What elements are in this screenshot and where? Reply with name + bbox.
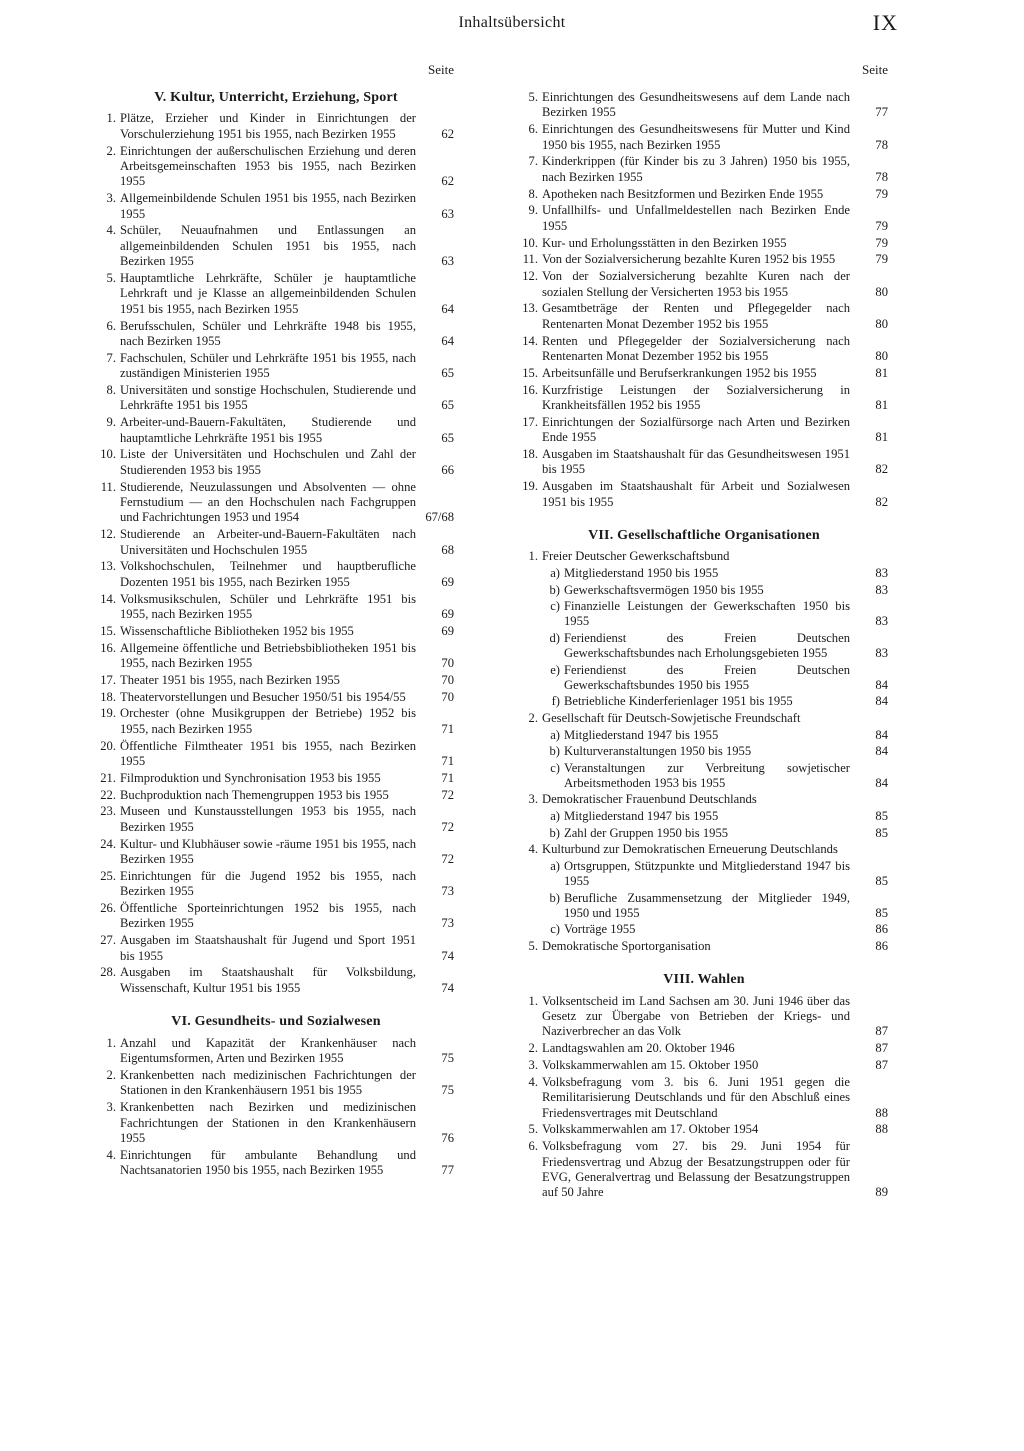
toc-entry[interactable] [520,792,888,807]
toc-subentry[interactable] [520,761,888,792]
page-number: IX [872,10,898,35]
entry-number: 28. [100,965,116,980]
entry-number: 17. [522,414,538,429]
subentry-page: 85 [875,874,888,889]
entry-number: 10. [100,447,116,462]
toc-entry[interactable] [520,1075,888,1121]
toc-entry[interactable] [98,1036,454,1067]
toc-entry[interactable] [98,771,454,786]
entry-number: 15. [100,623,116,638]
toc-entry[interactable] [98,837,454,868]
entry-title: Einrichtungen des Gesundheitswesens auf dem Lande nach Bezirken 1955 [542,90,850,120]
entry-page: 73 [441,884,454,899]
toc-subentry[interactable] [520,891,888,922]
entry-number: 2. [528,710,538,725]
entry-number: 7. [528,154,538,169]
entry-page: 82 [875,462,888,477]
toc-entry[interactable] [520,187,888,202]
entry-page: 79 [875,218,888,233]
entry-number: 26. [100,901,116,916]
entry-title: Einrichtungen des Gesundheitswesens für Mutter und Kind 1950 bis 1955, nach Bezirken 1955 [542,122,850,152]
entry-page: 70 [441,672,454,687]
toc-entry[interactable] [520,1041,888,1056]
toc-entry[interactable] [98,447,454,478]
subentry-label: a) [550,727,560,742]
toc-entry[interactable] [520,203,888,234]
subentry-title: Finanzielle Leistungen der Gewerkschaften 1950 bis 1955 [564,599,850,629]
entry-page: 72 [441,787,454,802]
entry-page: 75 [441,1083,454,1098]
toc-entry[interactable] [98,1148,454,1179]
entry-page: 74 [441,980,454,995]
entry-page: 77 [875,105,888,120]
entry-title: Kultur- und Klubhäuser sowie -räume 1951 bis 1955, nach Bezirken 1955 [120,836,416,867]
entry-title: Apotheken nach Besitzformen und Bezirken Ende 1955 [542,186,824,201]
toc-entry[interactable] [520,122,888,153]
entry-number: 1. [528,549,538,564]
seite-label: Seite [862,62,888,77]
entry-title: Renten und Pflegegelder der Sozialversicherung nach Rentenarten Monat Dezember 1952 bis 1955 [542,333,850,364]
entry-number: 1. [106,1035,116,1050]
entry-page: 80 [875,316,888,331]
section-title: VI. Gesundheits- und Sozialwesen [171,1014,381,1030]
subentry-title: Betriebliche Kinderferienlager 1951 bis 1955 [564,694,793,709]
entry-page: 89 [875,1185,888,1200]
toc-entry[interactable] [98,804,454,835]
entry-page: 71 [441,721,454,736]
entry-title: Wissenschaftliche Bibliotheken 1952 bis 1955 [120,623,354,638]
toc-entry[interactable] [98,706,454,737]
toc-entry[interactable] [98,1100,454,1146]
entry-page: 79 [875,235,888,250]
entry-title: Unfallhilfs- und Unfallmeldestellen nach Bezirken Ende 1955 [542,203,850,233]
entry-title: Kinderkrippen (für Kinder bis zu 3 Jahren) 1950 bis 1955, nach Bezirken 1955 [542,154,850,184]
subentry-page: 85 [875,809,888,824]
left-column [98,62,454,1180]
entry-page: 79 [875,186,888,201]
subentry-label: a) [550,566,560,581]
entry-number: 2. [106,143,116,158]
entry-title: Ausgaben im Staatshaushalt für Volksbildung, Wissenschaft, Kultur 1951 bis 1955 [120,965,416,995]
subentry-label: b) [549,744,560,759]
entry-page: 78 [875,169,888,184]
entry-title: Volkskammerwahlen am 17. Oktober 1954 [542,1122,759,1137]
toc-entry[interactable] [520,252,888,267]
subentry-title: Feriendienst des Freien Deutschen Gewerkschaftsbundes 1950 bis 1955 [564,662,850,693]
entry-number: 22. [100,787,116,802]
entry-title: Volksbefragung vom 27. bis 29. Juni 1954 für Friedensvertrag und Abzug der Besatzungstruppen oder für EVG, Generalvertrag und Belassung der Besatzungstruppen auf 50 Jahre [542,1139,850,1200]
entry-page: 72 [441,852,454,867]
entry-number: 6. [528,122,538,137]
entry-number: 5. [528,938,538,953]
entry-number: 19. [100,706,116,721]
subentry-page: 83 [875,646,888,661]
entry-number: 3. [106,1100,116,1115]
toc-entry[interactable] [98,271,454,317]
entry-page: 71 [441,754,454,769]
subentry-label: c) [550,760,560,775]
toc-entry[interactable] [98,559,454,590]
entry-page: 87 [875,1041,888,1056]
entry-page: 68 [441,542,454,557]
entry-page: 87 [875,1024,888,1039]
entry-number: 23. [100,804,116,819]
entry-page: 87 [875,1057,888,1072]
entry-title: Landtagswahlen am 20. Oktober 1946 [542,1041,735,1056]
entry-title: Hauptamtliche Lehrkräfte, Schüler je hauptamtliche Lehrkraft und je Klasse an allgemeinbildenden Schulen 1951 bis 1955, nach Bezirken 1955 [120,271,416,316]
entry-title: Orchester (ohne Musikgruppen der Betriebe) 1952 bis 1955, nach Bezirken 1955 [120,706,416,736]
toc-entry[interactable] [98,690,454,705]
entry-number: 21. [100,770,116,785]
entry-title: Liste der Universitäten und Hochschulen und Zahl der Studierenden 1953 bis 1955 [120,447,416,477]
toc-entry[interactable] [520,415,888,446]
subentry-title: Gewerkschaftsvermögen 1950 bis 1955 [564,582,764,597]
entry-title: Plätze, Erzieher und Kinder in Einrichtungen der Vorschulerziehung 1951 bis 1955, nach Bezirken 1955 [120,111,416,141]
section-title: VIII. Wahlen [663,972,745,988]
toc-entry[interactable] [98,788,454,803]
entry-page: 65 [441,398,454,413]
entry-title: Volksbefragung vom 3. bis 6. Juni 1951 gegen die Remilitarisierung Deutschlands und für den Abschluß eines Friedensvertrages mit Deutschland [542,1074,850,1120]
entry-number: 5. [106,271,116,286]
entry-page: 72 [441,819,454,834]
entry-title: Volksentscheid im Land Sachsen am 30. Juni 1946 über das Gesetz zur Übergabe von Betrieben der Kriegs- und Naziverbrecher an das Volk [542,993,850,1039]
entry-number: 4. [106,223,116,238]
entry-title: Einrichtungen der außerschulischen Erziehung und deren Arbeitsgemeinschaften 1953 bis 1955, nach Bezirken 1955 [120,143,416,189]
toc-subentry[interactable] [520,826,888,841]
toc-entry[interactable] [98,144,454,190]
toc-entry[interactable] [98,673,454,688]
subentry-title: Kulturveranstaltungen 1950 bis 1955 [564,744,752,759]
entry-title: Kur- und Erholungsstätten in den Bezirken 1955 [542,235,787,250]
toc-entry[interactable] [98,1068,454,1099]
entry-title: Demokratische Sportorganisation [542,938,711,953]
entry-title: Gesellschaft für Deutsch-Sowjetische Freundschaft [542,710,801,725]
entry-number: 27. [100,933,116,948]
entry-title: Arbeiter-und-Bauern-Fakultäten, Studierende und hauptamtliche Lehrkräfte 1951 bis 1955 [120,415,416,445]
entry-page: 69 [441,623,454,638]
entry-page: 78 [875,137,888,152]
entry-number: 13. [100,559,116,574]
entry-page: 62 [441,126,454,141]
toc-entry[interactable] [520,90,888,121]
entry-number: 12. [522,269,538,284]
entry-number: 2. [106,1067,116,1082]
toc-entry[interactable] [98,319,454,350]
entry-page: 65 [441,366,454,381]
entry-title: Allgemeinbildende Schulen 1951 bis 1955, nach Bezirken 1955 [120,191,416,221]
toc-entry[interactable] [520,447,888,478]
toc-entry[interactable] [98,641,454,672]
subentry-page: 84 [875,727,888,742]
toc-entry[interactable] [98,415,454,446]
entry-number: 5. [528,90,538,104]
entry-page: 64 [441,334,454,349]
subentry-label: b) [549,890,560,905]
subentry-page: 83 [875,614,888,629]
toc-entry[interactable] [98,527,454,558]
toc-entry[interactable] [520,301,888,332]
toc-entry[interactable] [520,269,888,300]
subentry-page: 83 [875,582,888,597]
entry-number: 12. [100,527,116,542]
subentry-label: e) [550,662,560,677]
toc-subentry[interactable] [520,809,888,824]
toc-entry[interactable] [520,383,888,414]
subentry-page: 84 [875,678,888,693]
entry-number: 18. [522,447,538,462]
entry-title: Anzahl und Kapazität der Krankenhäuser nach Eigentumsformen, Arten und Bezirken 1955 [120,1035,416,1066]
entry-page: 86 [875,938,888,953]
entry-number: 15. [522,365,538,380]
entry-title: Theater 1951 bis 1955, nach Bezirken 1955 [120,672,340,687]
subentry-page: 84 [875,775,888,790]
entry-page: 66 [441,462,454,477]
toc-entry[interactable] [98,933,454,964]
subentry-page: 84 [875,744,888,759]
entry-page: 70 [441,689,454,704]
toc-entry[interactable] [520,1058,888,1073]
entry-title: Schüler, Neuaufnahmen und Entlassungen an allgemeinbildenden Schulen 1951 bis 1955, nach Bezirken 1955 [120,223,416,269]
entry-title: Krankenbetten nach medizinischen Fachrichtungen der Stationen in den Krankenhäusern 1951 bis 1955 [120,1067,416,1098]
entry-title: Volkshochschulen, Teilnehmer und hauptberufliche Dozenten 1951 bis 1955, nach Bezirken 1955 [120,559,416,589]
entry-page: 80 [875,349,888,364]
right-column [520,62,888,1202]
toc-entry[interactable] [98,739,454,770]
entry-page: 75 [441,1051,454,1066]
toc-entry[interactable] [520,366,888,381]
entry-number: 20. [100,738,116,753]
entry-title: Freier Deutscher Gewerkschaftsbund [542,549,730,564]
entry-number: 8. [106,383,116,398]
subentry-title: Veranstaltungen zur Verbreitung sowjetischer Arbeitsmethoden 1953 bis 1955 [564,760,850,790]
toc-entry[interactable] [98,223,454,269]
toc-entry[interactable] [98,111,454,142]
toc-entry[interactable] [98,869,454,900]
entry-title: Ausgaben im Staatshaushalt für Jugend und Sport 1951 bis 1955 [120,933,416,963]
entry-title: Allgemeine öffentliche und Betriebsbibliotheken 1951 bis 1955, nach Bezirken 1955 [120,640,416,671]
entry-number: 14. [522,333,538,348]
entry-title: Studierende an Arbeiter-und-Bauern-Fakultäten nach Universitäten und Hochschulen 1955 [120,527,416,557]
entry-page: 81 [875,365,888,380]
entry-title: Volkskammerwahlen am 15. Oktober 1950 [542,1057,759,1072]
entry-page: 73 [441,916,454,931]
entry-number: 4. [528,841,538,856]
toc-entry[interactable] [520,154,888,185]
entry-page: 88 [875,1122,888,1137]
entry-page: 63 [441,254,454,269]
toc-entry[interactable] [98,351,454,382]
toc-entry[interactable] [520,1139,888,1201]
entry-number: 9. [106,415,116,430]
entry-title: Öffentliche Filmtheater 1951 bis 1955, nach Bezirken 1955 [120,738,416,769]
entry-number: 9. [528,203,538,218]
toc-subentry[interactable] [520,922,888,937]
entry-number: 13. [522,301,538,316]
entry-page: 67/68 [425,510,454,525]
entry-title: Studierende, Neuzulassungen und Absolventen — ohne Fernstudium — an den Hochschulen nach Fachgruppen und Fachrichtungen 1953 und 1954 [120,479,416,525]
entry-title: Museen und Kunstausstellungen 1953 bis 1955, nach Bezirken 1955 [120,804,416,834]
toc-entry[interactable] [520,334,888,365]
entry-number: 14. [100,591,116,606]
subentry-label: c) [550,599,560,614]
toc-subentry[interactable] [520,631,888,662]
entry-number: 7. [106,350,116,365]
toc-entry[interactable] [520,994,888,1040]
toc-entry[interactable] [98,480,454,526]
entry-title: Kulturbund zur Demokratischen Erneuerung Deutschlands [542,841,838,856]
entry-page: 65 [441,430,454,445]
entry-number: 3. [106,191,116,206]
entry-number: 11. [100,479,116,494]
entry-page: 79 [875,252,888,267]
entry-page: 70 [441,656,454,671]
subentry-title: Ortsgruppen, Stützpunkte und Mitgliederstand 1947 bis 1955 [564,858,850,889]
entry-page: 76 [441,1130,454,1145]
entry-number: 3. [528,792,538,807]
toc-subentry[interactable] [520,694,888,709]
entry-title: Einrichtungen für die Jugend 1952 bis 1955, nach Bezirken 1955 [120,868,416,899]
toc-entry[interactable] [520,939,888,954]
seite-label: Seite [428,62,454,77]
entry-page: 77 [441,1163,454,1178]
entry-number: 6. [106,318,116,333]
subentry-label: d) [549,630,560,645]
toc-subentry[interactable] [520,599,888,630]
subentry-label: a) [550,809,560,824]
subentry-title: Vorträge 1955 [564,922,636,937]
toc-entry[interactable] [98,901,454,932]
entry-page: 62 [441,174,454,189]
subentry-title: Mitgliederstand 1947 bis 1955 [564,727,719,742]
entry-title: Einrichtungen für ambulante Behandlung und Nachtsanatorien 1950 bis 1955, nach Bezirken 1955 [120,1147,416,1178]
toc-entry[interactable] [520,711,888,726]
entry-number: 8. [528,186,538,201]
toc-entry[interactable] [520,549,888,564]
entry-number: 2. [528,1041,538,1056]
subentry-label: b) [549,582,560,597]
entry-number: 1. [528,993,538,1008]
entry-number: 16. [522,382,538,397]
toc-subentry[interactable] [520,566,888,581]
entry-title: Krankenbetten nach Bezirken und medizinischen Fachrichtungen der Stationen in den Krankenhäusern 1955 [120,1100,416,1145]
entry-page: 64 [441,301,454,316]
entry-page: 63 [441,206,454,221]
page-header-title: Inhaltsübersicht [458,14,566,31]
entry-page: 69 [441,607,454,622]
entry-page: 69 [441,574,454,589]
section-title: VII. Gesellschaftliche Organisationen [588,528,820,544]
subentry-page: 85 [875,825,888,840]
entry-number: 4. [528,1074,538,1089]
toc-entry[interactable] [98,383,454,414]
subentry-page: 86 [875,922,888,937]
entry-number: 3. [528,1057,538,1072]
subentry-page: 85 [875,905,888,920]
entry-page: 74 [441,948,454,963]
entry-page: 82 [875,494,888,509]
subentry-label: b) [549,825,560,840]
entry-title: Ausgaben im Staatshaushalt für das Gesundheitswesen 1951 bis 1955 [542,447,850,477]
entry-title: Kurzfristige Leistungen der Sozialversicherung in Krankheitsfällen 1952 bis 1955 [542,382,850,413]
toc-entry[interactable] [520,479,888,510]
subentry-page: 83 [875,566,888,581]
toc-subentry[interactable] [520,728,888,743]
entry-title: Berufsschulen, Schüler und Lehrkräfte 1948 bis 1955, nach Bezirken 1955 [120,318,416,349]
entry-number: 17. [100,672,116,687]
toc-entry[interactable] [520,236,888,251]
entry-page: 81 [875,430,888,445]
subentry-title: Mitgliederstand 1947 bis 1955 [564,809,719,824]
toc-subentry[interactable] [520,663,888,694]
subentry-title: Berufliche Zusammensetzung der Mitglieder 1949, 1950 und 1955 [564,890,850,920]
entry-number: 4. [106,1147,116,1162]
entry-title: Gesamtbeträge der Renten und Pflegegelder nach Rentenarten Monat Dezember 1952 bis 1955 [542,301,850,331]
toc-entry[interactable] [98,624,454,639]
entry-number: 5. [528,1122,538,1137]
subentry-page: 84 [875,694,888,709]
entry-page: 71 [441,770,454,785]
toc-entry[interactable] [98,592,454,623]
subentry-label: f) [551,694,560,709]
toc-entry[interactable] [520,1122,888,1137]
subentry-title: Feriendienst des Freien Deutschen Gewerkschaftsbundes nach Erholungsgebieten 1955 [564,630,850,661]
toc-entry[interactable] [520,842,888,857]
subentry-title: Mitgliederstand 1950 bis 1955 [564,566,719,581]
entry-number: 18. [100,689,116,704]
entry-number: 11. [522,252,538,267]
entry-title: Von der Sozialversicherung bezahlte Kuren 1952 bis 1955 [542,252,836,267]
toc-subentry[interactable] [520,859,888,890]
entry-number: 10. [522,235,538,250]
subentry-label: a) [550,858,560,873]
entry-number: 19. [522,479,538,494]
entry-page: 80 [875,284,888,299]
entry-title: Von der Sozialversicherung bezahlte Kuren nach der sozialen Stellung der Versicherten 1953 bis 1955 [542,269,850,299]
entry-title: Öffentliche Sporteinrichtungen 1952 bis 1955, nach Bezirken 1955 [120,901,416,931]
entry-page: 81 [875,398,888,413]
entry-title: Ausgaben im Staatshaushalt für Arbeit und Sozialwesen 1951 bis 1955 [542,479,850,509]
section-title: V. Kultur, Unterricht, Erziehung, Sport [154,90,398,105]
entry-title: Universitäten und sonstige Hochschulen, Studierende und Lehrkräfte 1951 bis 1955 [120,383,416,413]
entry-number: 16. [100,640,116,655]
entry-title: Demokratischer Frauenbund Deutschlands [542,792,757,807]
entry-title: Einrichtungen der Sozialfürsorge nach Arten und Bezirken Ende 1955 [542,414,850,445]
subentry-label: c) [550,922,560,937]
toc-entry[interactable] [98,965,454,996]
toc-subentry[interactable] [520,583,888,598]
entry-title: Filmproduktion und Synchronisation 1953 bis 1955 [120,770,381,785]
toc-subentry[interactable] [520,744,888,759]
entry-title: Volksmusikschulen, Schüler und Lehrkräfte 1951 bis 1955, nach Bezirken 1955 [120,591,416,622]
entry-number: 24. [100,836,116,851]
entry-number: 25. [100,868,116,883]
entry-title: Buchproduktion nach Themengruppen 1953 bis 1955 [120,787,389,802]
entry-number: 6. [528,1139,538,1154]
entry-title: Fachschulen, Schüler und Lehrkräfte 1951 bis 1955, nach zuständigen Ministerien 1955 [120,350,416,381]
subentry-title: Zahl der Gruppen 1950 bis 1955 [564,825,729,840]
entry-title: Theatervorstellungen und Besucher 1950/51 bis 1954/55 [120,689,406,704]
entry-page: 88 [875,1105,888,1120]
entry-number: 1. [106,111,116,126]
toc-entry[interactable] [98,191,454,222]
entry-title: Arbeitsunfälle und Berufserkrankungen 1952 bis 1955 [542,365,817,380]
